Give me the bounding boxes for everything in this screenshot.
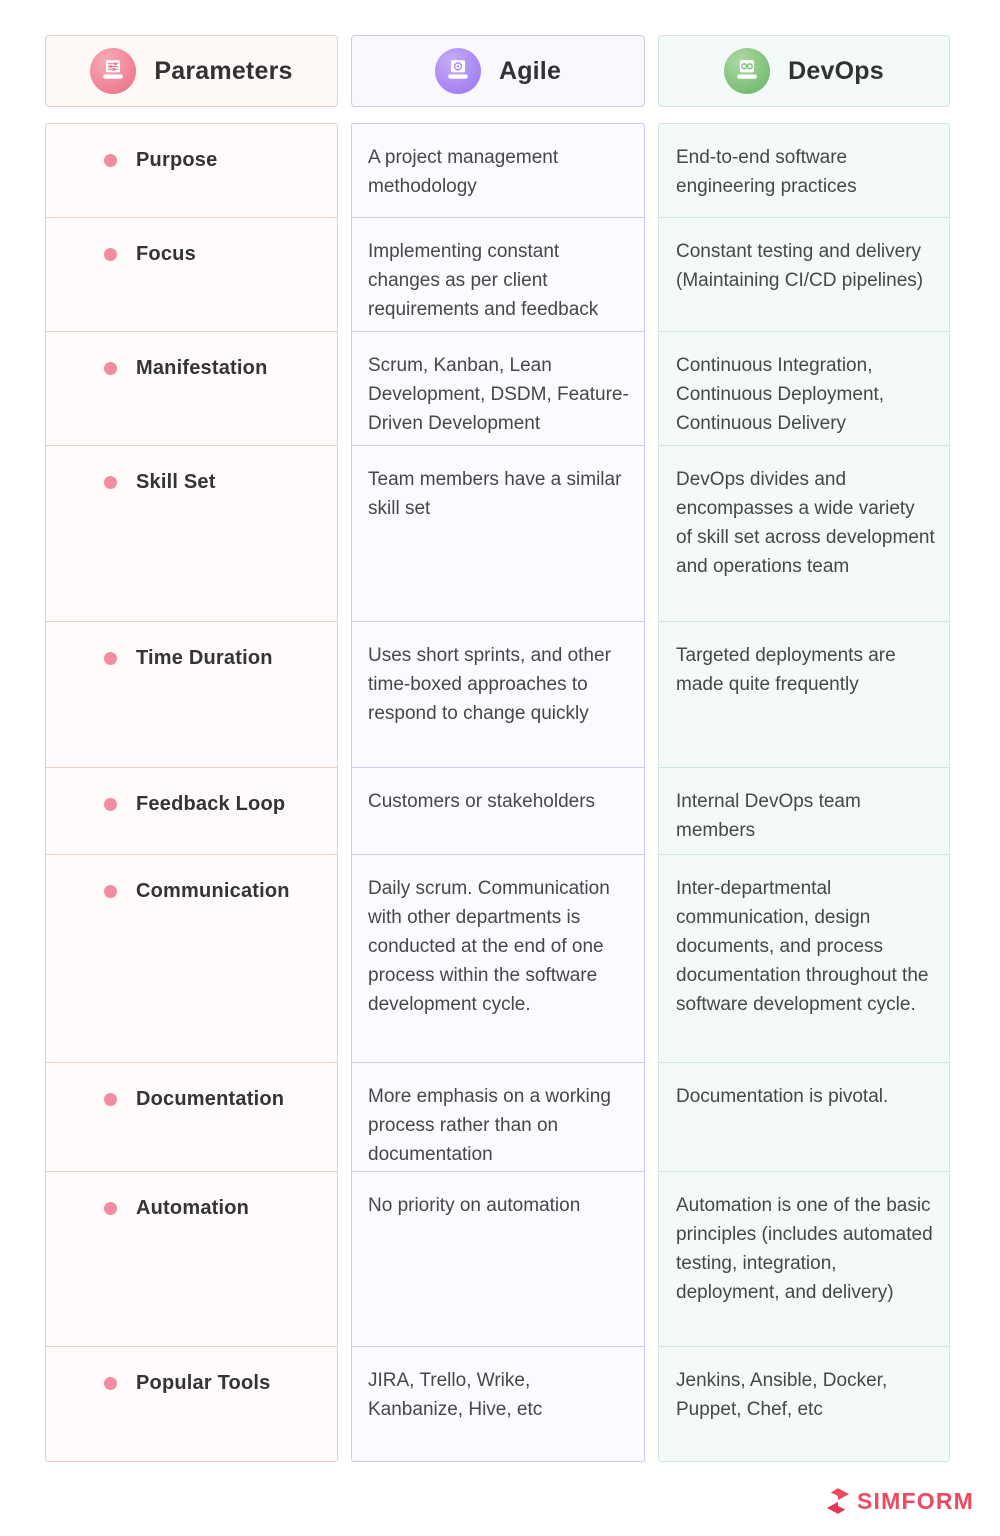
parameter-cell: [45, 1347, 338, 1462]
laptop-sliders-icon: [90, 48, 136, 94]
header-agile-label: Agile: [498, 56, 562, 85]
agile-cell: Customers or stakeholders: [351, 768, 645, 855]
devops-cell: Internal DevOps team members: [658, 768, 950, 855]
simform-wordmark: SIMFORM: [857, 1487, 974, 1514]
parameter-label: Popular Tools: [136, 1372, 271, 1394]
devops-cell: Automation is one of the basic principles (includes automated testing, integration, deployment, and delivery): [658, 1172, 950, 1347]
parameter-label: Automation: [136, 1197, 250, 1219]
devops-cell: End-to-end software engineering practices: [658, 123, 950, 218]
devops-cell: Targeted deployments are made quite frequently: [658, 622, 950, 768]
devops-cell: Inter-departmental communication, design documents, and process documentation throughout the software development cycle.: [658, 855, 950, 1063]
agile-cell: JIRA, Trello, Wrike, Kanbanize, Hive, etc: [351, 1347, 645, 1462]
agile-cell: No priority on automation: [351, 1172, 645, 1347]
bullet-dot-icon: [104, 652, 117, 665]
header-devops: [658, 35, 950, 107]
agile-cell: Scrum, Kanban, Lean Development, DSDM, Feature-Driven Development: [351, 332, 645, 446]
header-parameters: [45, 35, 338, 107]
devops-cell: Continuous Integration, Continuous Deployment, Continuous Delivery: [658, 332, 950, 446]
parameter-cell: [45, 332, 338, 446]
parameter-cell: [45, 622, 338, 768]
header-agile: [351, 35, 645, 107]
header-devops-label: DevOps: [788, 56, 884, 85]
header-parameters-label: Parameters: [154, 56, 293, 85]
bullet-dot-icon: [104, 154, 117, 167]
bullet-dot-icon: [104, 1093, 117, 1106]
parameter-label: Communication: [136, 880, 290, 902]
parameter-cell: [45, 1063, 338, 1172]
agile-cell: A project management methodology: [351, 123, 645, 218]
agile-cell: More emphasis on a working process rather than on documentation: [351, 1063, 645, 1172]
laptop-infinity-icon: [724, 48, 770, 94]
parameter-label: Purpose: [136, 149, 218, 171]
laptop-webcam-icon: [435, 48, 481, 94]
devops-cell: DevOps divides and encompasses a wide variety of skill set across development and operations team: [658, 446, 950, 622]
parameter-cell: [45, 855, 338, 1063]
bullet-dot-icon: [104, 248, 117, 261]
comparison-table: [45, 35, 950, 1462]
bullet-dot-icon: [104, 885, 117, 898]
parameter-label: Feedback Loop: [136, 793, 286, 815]
parameter-label: Focus: [136, 243, 196, 265]
bullet-dot-icon: [104, 1377, 117, 1390]
bullet-dot-icon: [104, 1202, 117, 1215]
devops-cell: Jenkins, Ansible, Docker, Puppet, Chef, etc: [658, 1347, 950, 1462]
agile-cell: Team members have a similar skill set: [351, 446, 645, 622]
parameter-label: Skill Set: [136, 471, 216, 493]
agile-cell: Implementing constant changes as per client requirements and feedback: [351, 218, 645, 332]
parameter-label: Manifestation: [136, 357, 268, 379]
parameter-cell: [45, 446, 338, 622]
agile-cell: Daily scrum. Communication with other departments is conducted at the end of one process within the software development cycle.: [351, 855, 645, 1063]
bullet-dot-icon: [104, 362, 117, 375]
parameter-cell: [45, 1172, 338, 1347]
devops-cell: Documentation is pivotal.: [658, 1063, 950, 1172]
parameter-cell: [45, 768, 338, 855]
parameter-cell: [45, 218, 338, 332]
parameter-label: Time Duration: [136, 647, 273, 669]
parameter-label: Documentation: [136, 1088, 285, 1110]
bullet-dot-icon: [104, 798, 117, 811]
devops-cell: Constant testing and delivery (Maintaining CI/CD pipelines): [658, 218, 950, 332]
parameter-cell: [45, 123, 338, 218]
bullet-dot-icon: [104, 476, 117, 489]
simform-mark-icon: [826, 1487, 850, 1515]
simform-logo: [826, 1487, 974, 1515]
agile-cell: Uses short sprints, and other time-boxed approaches to respond to change quickly: [351, 622, 645, 768]
